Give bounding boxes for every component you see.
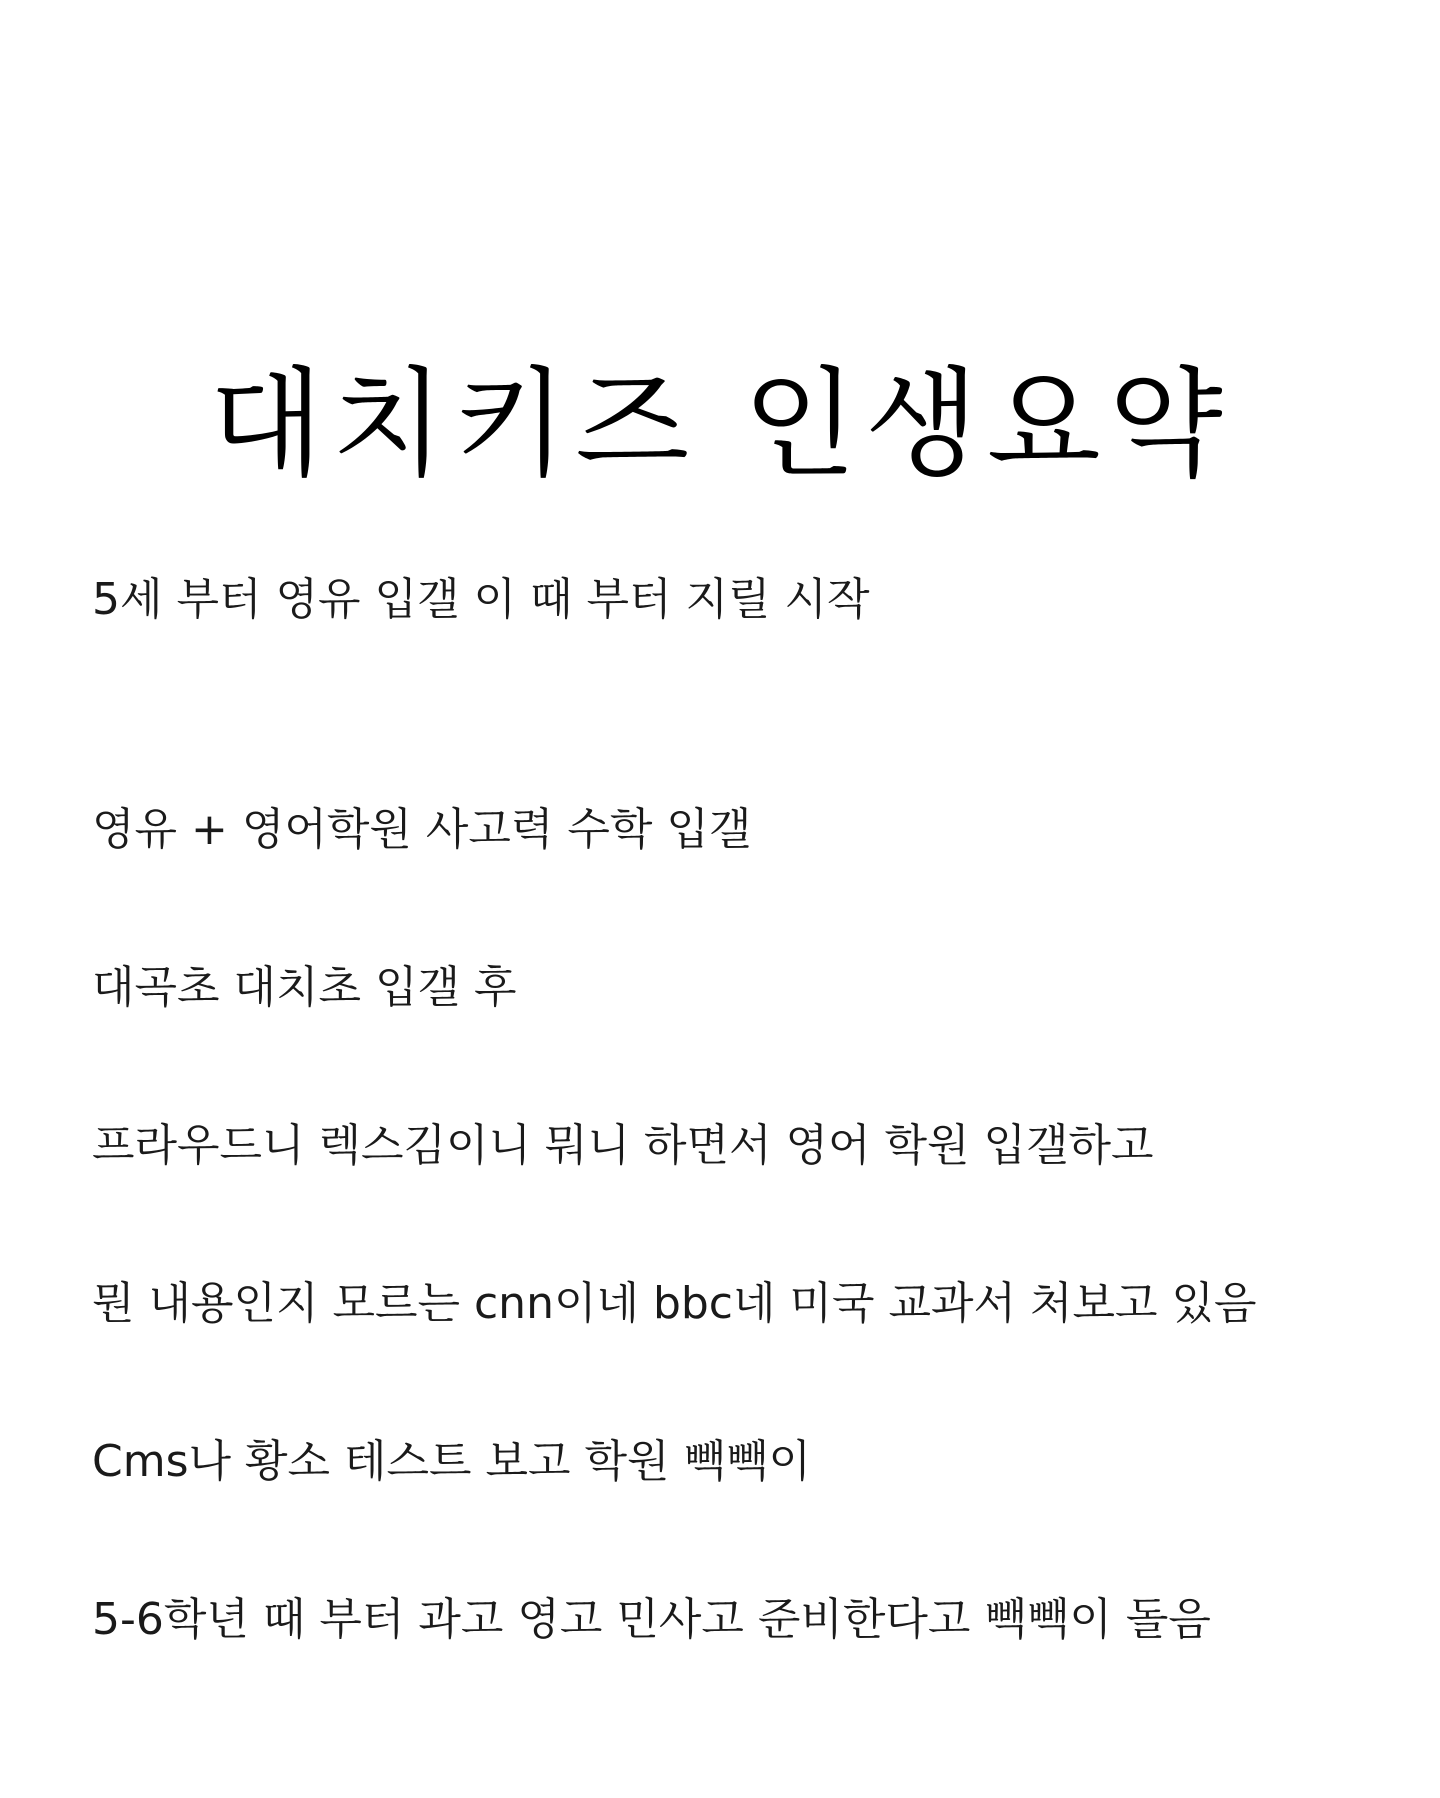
text-line-1: 5세 부터 영유 입갤 이 때 부터 지릴 시작 — [92, 574, 870, 625]
text-line-3: 대곡초 대치초 입갤 후 — [92, 962, 517, 1013]
text-line-7: 5-6학년 때 부터 과고 영고 민사고 준비한다고 빽빽이 돌음 — [92, 1594, 1211, 1645]
text-line-5: 뭔 내용인지 모르는 cnn이네 bbc네 미국 교과서 처보고 있음 — [92, 1278, 1257, 1329]
text-line-4: 프라우드니 렉스김이니 뭐니 하면서 영어 학원 입갤하고 — [92, 1120, 1154, 1171]
page-title: 대치키즈 인생요약 — [209, 355, 1231, 494]
text-line-2: 영유 + 영어학원 사고력 수학 입갤 — [92, 804, 752, 855]
text-line-6: Cms나 황소 테스트 보고 학원 빽빽이 — [92, 1436, 811, 1487]
